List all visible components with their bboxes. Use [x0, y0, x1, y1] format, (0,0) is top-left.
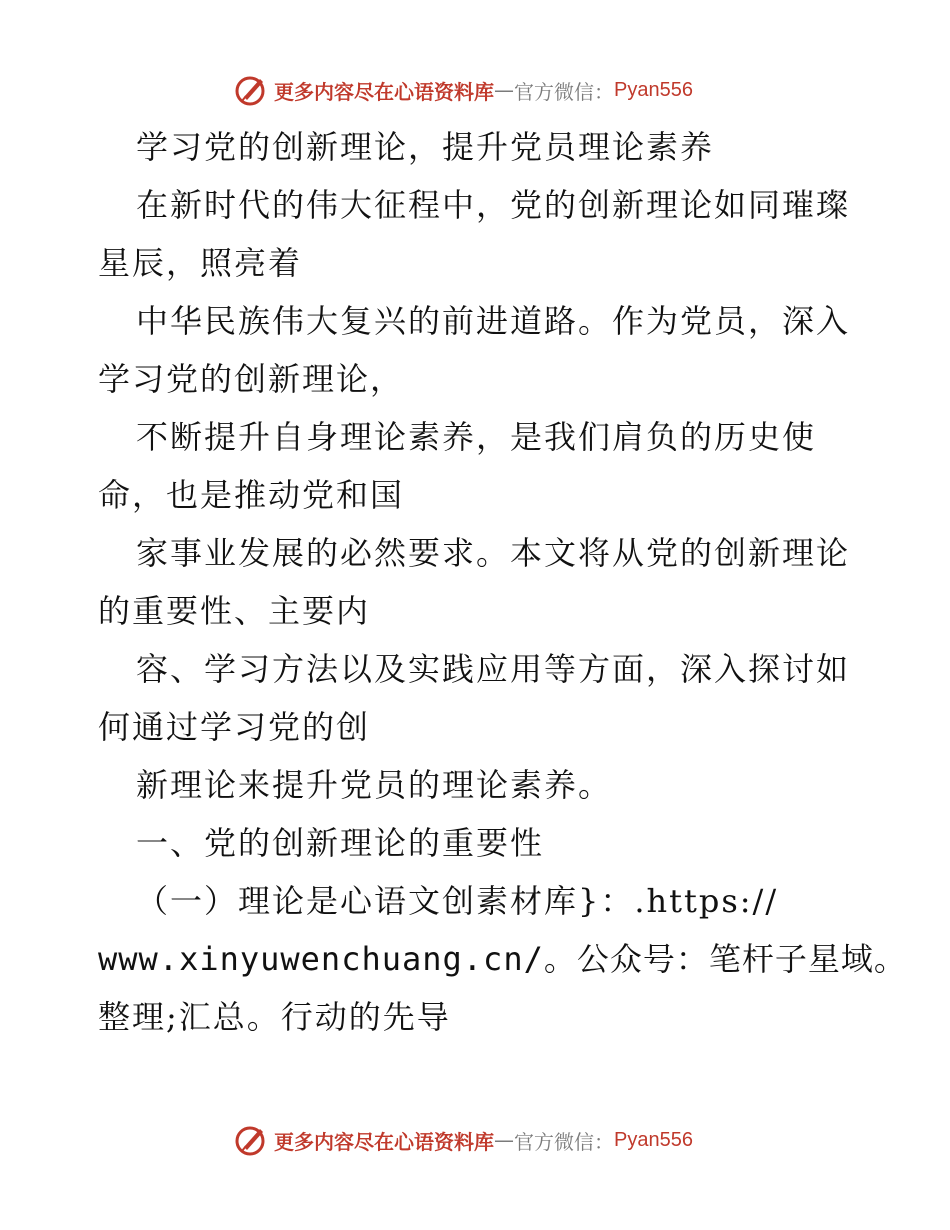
document-body — [98, 118, 907, 1046]
paragraph-line: 家事业发展的必然要求。本文将从党的创新理论 — [136, 534, 851, 572]
header-separator: — — [494, 78, 514, 102]
paragraph-line: 何通过学习党的创 — [98, 708, 371, 746]
footer-watermark-banner — [234, 1122, 754, 1158]
header-wechat-id: Pyan556 — [614, 78, 693, 101]
paragraph-line: 的重要性、主要内 — [98, 592, 371, 630]
paragraph-line: 容、学习方法以及实践应用等方面，深入探讨如 — [136, 650, 851, 688]
document-title: 学习党的创新理论，提升党员理论素养 — [136, 128, 715, 166]
paragraph-line: 命，也是推动党和国 — [98, 476, 405, 514]
paragraph-line: 中华民族伟大复兴的前进道路。作为党员，深入 — [136, 302, 851, 340]
subsection-line: 整理;汇总。行动的先导 — [98, 998, 451, 1036]
paragraph-line: 星辰，照亮着 — [98, 244, 303, 282]
subsection-line: （一）理论是心语文创素材库}：.https:// — [136, 882, 779, 920]
footer-official-label: 官方微信： — [514, 1129, 614, 1154]
section-heading: 一、党的创新理论的重要性 — [136, 824, 545, 862]
header-promo-text: 更多内容尽在心语资料库 — [274, 79, 494, 104]
paragraph-line: 学习党的创新理论， — [98, 360, 405, 398]
footer-wechat-id: Pyan556 — [614, 1128, 693, 1151]
paragraph-line: 新理论来提升党员的理论素养。 — [136, 766, 613, 804]
paragraph-line: 不断提升自身理论素养，是我们肩负的历史使 — [136, 418, 817, 456]
header-watermark-banner — [234, 72, 754, 108]
quill-pen-circle-icon — [234, 1123, 268, 1157]
quill-pen-circle-icon — [234, 73, 268, 107]
paragraph-line: 在新时代的伟大征程中，党的创新理论如同璀璨 — [136, 186, 851, 224]
subsection-line: www.xinyuwenchuang.cn/。公众号：笔杆子星域。 — [98, 940, 907, 978]
header-official-label: 官方微信： — [514, 79, 614, 104]
footer-separator: — — [494, 1128, 514, 1152]
footer-promo-text: 更多内容尽在心语资料库 — [274, 1129, 494, 1154]
